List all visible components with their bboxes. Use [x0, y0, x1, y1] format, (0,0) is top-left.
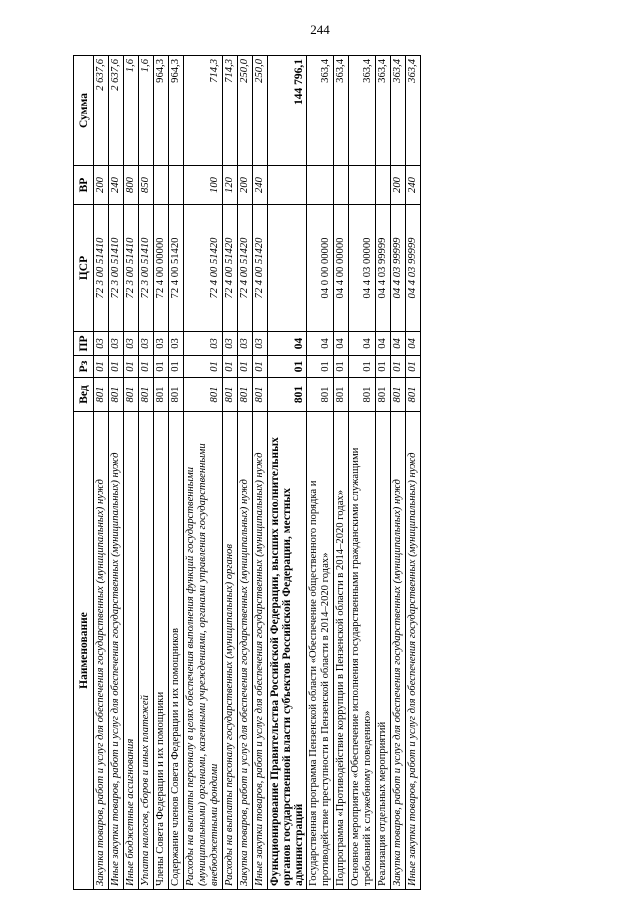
- cell-name: Основное мероприятие «Обеспечение исполнения государственными гражданскими служащими требований к служебному поведению»: [349, 412, 376, 890]
- cell-sum: 714,3: [223, 56, 238, 166]
- table-row: [406, 56, 421, 890]
- cell-rz: 01: [334, 356, 349, 378]
- cell-rz: 01: [154, 356, 169, 378]
- cell-sum: 1,6: [139, 56, 154, 166]
- cell-name: Государственная программа Пензенской области «Обеспечение общественного порядка и противодействие преступности в Пензенской области в 2014–2020 годах»: [307, 412, 334, 890]
- cell-pr: 04: [349, 332, 376, 356]
- table-row: [253, 56, 268, 890]
- cell-rz: 01: [268, 356, 307, 378]
- cell-pr: 03: [94, 332, 109, 356]
- table-row: [334, 56, 349, 890]
- cell-sum: 2 637,6: [109, 56, 124, 166]
- cell-name: Содержание членов Совета Федерации и их помощников: [169, 412, 184, 890]
- cell-ved: 801: [154, 378, 169, 412]
- cell-ved: 801: [406, 378, 421, 412]
- cell-rz: 01: [349, 356, 376, 378]
- table-row: [109, 56, 124, 890]
- table-row: [139, 56, 154, 890]
- cell-sum: 144 796,1: [268, 56, 307, 166]
- cell-ved: 801: [391, 378, 406, 412]
- cell-pr: 03: [139, 332, 154, 356]
- cell-ved: 801: [307, 378, 334, 412]
- cell-pr: 04: [268, 332, 307, 356]
- header-vr: ВР: [74, 166, 94, 205]
- cell-csr: 72 3 00 51410: [139, 205, 154, 332]
- table-row: [124, 56, 139, 890]
- table-row: [223, 56, 238, 890]
- cell-pr: 04: [391, 332, 406, 356]
- cell-csr: 04 0 00 00000: [307, 205, 334, 332]
- cell-name: Иные закупки товаров, работ и услуг для обеспечения государственных (муниципальных) нужд: [253, 412, 268, 890]
- cell-rz: 01: [253, 356, 268, 378]
- cell-rz: 01: [124, 356, 139, 378]
- cell-vr: 240: [109, 166, 124, 205]
- cell-pr: 03: [238, 332, 253, 356]
- cell-vr: 240: [406, 166, 421, 205]
- cell-ved: 801: [109, 378, 124, 412]
- cell-rz: 01: [223, 356, 238, 378]
- table-row: [268, 56, 307, 890]
- cell-csr: 72 4 00 51420: [184, 205, 223, 332]
- table-row: [376, 56, 391, 890]
- cell-vr: [307, 166, 334, 205]
- cell-sum: 363,4: [307, 56, 334, 166]
- cell-name: Закупка товаров, работ и услуг для обеспечения государственных (муниципальных) нужд: [391, 412, 406, 890]
- cell-pr: 03: [184, 332, 223, 356]
- cell-ved: 801: [124, 378, 139, 412]
- cell-name: Реализация отдельных мероприятий: [376, 412, 391, 890]
- cell-ved: 801: [334, 378, 349, 412]
- cell-ved: 801: [184, 378, 223, 412]
- cell-name: Закупка товаров, работ и услуг для обеспечения государственных (муниципальных) нужд: [94, 412, 109, 890]
- cell-ved: 801: [376, 378, 391, 412]
- cell-vr: [349, 166, 376, 205]
- cell-pr: 04: [334, 332, 349, 356]
- cell-csr: [268, 205, 307, 332]
- cell-name: Расходы на выплаты персоналу государственных (муниципальных) органов: [223, 412, 238, 890]
- cell-csr: 04 4 03 99999: [406, 205, 421, 332]
- cell-pr: 03: [154, 332, 169, 356]
- cell-sum: 714,3: [184, 56, 223, 166]
- cell-ved: 801: [238, 378, 253, 412]
- cell-ved: 801: [94, 378, 109, 412]
- cell-name: Расходы на выплаты персоналу в целях обеспечения выполнения функций государственными (муниципальными) органами, казенными учреждениями, органами управления государственными внебюджетными фондами: [184, 412, 223, 890]
- table-row: [307, 56, 334, 890]
- cell-sum: 363,4: [334, 56, 349, 166]
- cell-sum: 250,0: [253, 56, 268, 166]
- cell-vr: 850: [139, 166, 154, 205]
- cell-csr: 72 4 00 51420: [169, 205, 184, 332]
- cell-vr: 200: [94, 166, 109, 205]
- cell-pr: 03: [253, 332, 268, 356]
- cell-name: Иные бюджетные ассигнования: [124, 412, 139, 890]
- cell-csr: 04 4 03 99999: [391, 205, 406, 332]
- cell-sum: 964,3: [154, 56, 169, 166]
- cell-rz: 01: [184, 356, 223, 378]
- table-row: [94, 56, 109, 890]
- cell-csr: 72 4 00 51420: [253, 205, 268, 332]
- cell-csr: 04 4 00 00000: [334, 205, 349, 332]
- cell-csr: 72 4 00 51420: [238, 205, 253, 332]
- table-row: [349, 56, 376, 890]
- cell-ved: 801: [139, 378, 154, 412]
- cell-pr: 04: [406, 332, 421, 356]
- cell-vr: 200: [391, 166, 406, 205]
- cell-name: Закупка товаров, работ и услуг для обеспечения государственных (муниципальных) нужд: [238, 412, 253, 890]
- table-row: [238, 56, 253, 890]
- cell-sum: 250,0: [238, 56, 253, 166]
- cell-rz: 01: [94, 356, 109, 378]
- cell-pr: 04: [307, 332, 334, 356]
- cell-vr: 100: [184, 166, 223, 205]
- cell-vr: [154, 166, 169, 205]
- cell-ved: 801: [268, 378, 307, 412]
- header-csr: ЦСР: [74, 205, 94, 332]
- cell-sum: 363,4: [349, 56, 376, 166]
- cell-rz: 01: [307, 356, 334, 378]
- cell-ved: 801: [169, 378, 184, 412]
- cell-name: Иные закупки товаров, работ и услуг для обеспечения государственных (муниципальных) нужд: [109, 412, 124, 890]
- cell-rz: 01: [406, 356, 421, 378]
- header-pr: ПР: [74, 332, 94, 356]
- cell-rz: 01: [376, 356, 391, 378]
- cell-name: Члены Совета Федерации и их помощники: [154, 412, 169, 890]
- cell-sum: 1,6: [124, 56, 139, 166]
- cell-sum: 363,4: [391, 56, 406, 166]
- cell-name: Подпрограмма «Противодействие коррупции в Пензенской области в 2014–2020 годах»: [334, 412, 349, 890]
- cell-name: Уплата налогов, сборов и иных платежей: [139, 412, 154, 890]
- table-row: [154, 56, 169, 890]
- table-row: [391, 56, 406, 890]
- cell-csr: 72 4 00 51420: [223, 205, 238, 332]
- cell-vr: [334, 166, 349, 205]
- cell-rz: 01: [169, 356, 184, 378]
- cell-sum: 363,4: [376, 56, 391, 166]
- table-header-row: [74, 56, 94, 890]
- cell-csr: 04 4 03 00000: [349, 205, 376, 332]
- header-rz: Рз: [74, 356, 94, 378]
- cell-pr: 03: [124, 332, 139, 356]
- table-body: [94, 56, 421, 890]
- cell-csr: 72 3 00 51410: [94, 205, 109, 332]
- cell-sum: 964,3: [169, 56, 184, 166]
- cell-pr: 04: [376, 332, 391, 356]
- table-row: [169, 56, 184, 890]
- cell-ved: 801: [253, 378, 268, 412]
- cell-csr: 72 3 00 51410: [109, 205, 124, 332]
- cell-vr: [169, 166, 184, 205]
- header-name: Наименование: [74, 412, 94, 890]
- header-sum: Сумма: [74, 56, 94, 166]
- cell-ved: 801: [349, 378, 376, 412]
- cell-sum: 363,4: [406, 56, 421, 166]
- rotated-page-content: [73, 56, 556, 890]
- cell-rz: 01: [238, 356, 253, 378]
- cell-name: Иные закупки товаров, работ и услуг для обеспечения государственных (муниципальных) нужд: [406, 412, 421, 890]
- cell-name: Функционирование Правительства Российской Федерации, высших исполнительных органов государственной власти субъектов Российской Федерации, местных администраций: [268, 412, 307, 890]
- table-row: [184, 56, 223, 890]
- cell-csr: 04 4 03 99999: [376, 205, 391, 332]
- cell-vr: 800: [124, 166, 139, 205]
- budget-table: [73, 55, 421, 890]
- cell-vr: 200: [238, 166, 253, 205]
- header-ved: Вед: [74, 378, 94, 412]
- cell-ved: 801: [223, 378, 238, 412]
- cell-vr: 240: [253, 166, 268, 205]
- cell-rz: 01: [391, 356, 406, 378]
- cell-rz: 01: [139, 356, 154, 378]
- cell-pr: 03: [169, 332, 184, 356]
- cell-sum: 2 637,6: [94, 56, 109, 166]
- cell-pr: 03: [109, 332, 124, 356]
- cell-vr: 120: [223, 166, 238, 205]
- page-number: 244: [310, 22, 330, 37]
- cell-vr: [268, 166, 307, 205]
- cell-pr: 03: [223, 332, 238, 356]
- cell-csr: 72 4 00 00000: [154, 205, 169, 332]
- cell-rz: 01: [109, 356, 124, 378]
- cell-csr: 72 3 00 51410: [124, 205, 139, 332]
- cell-vr: [376, 166, 391, 205]
